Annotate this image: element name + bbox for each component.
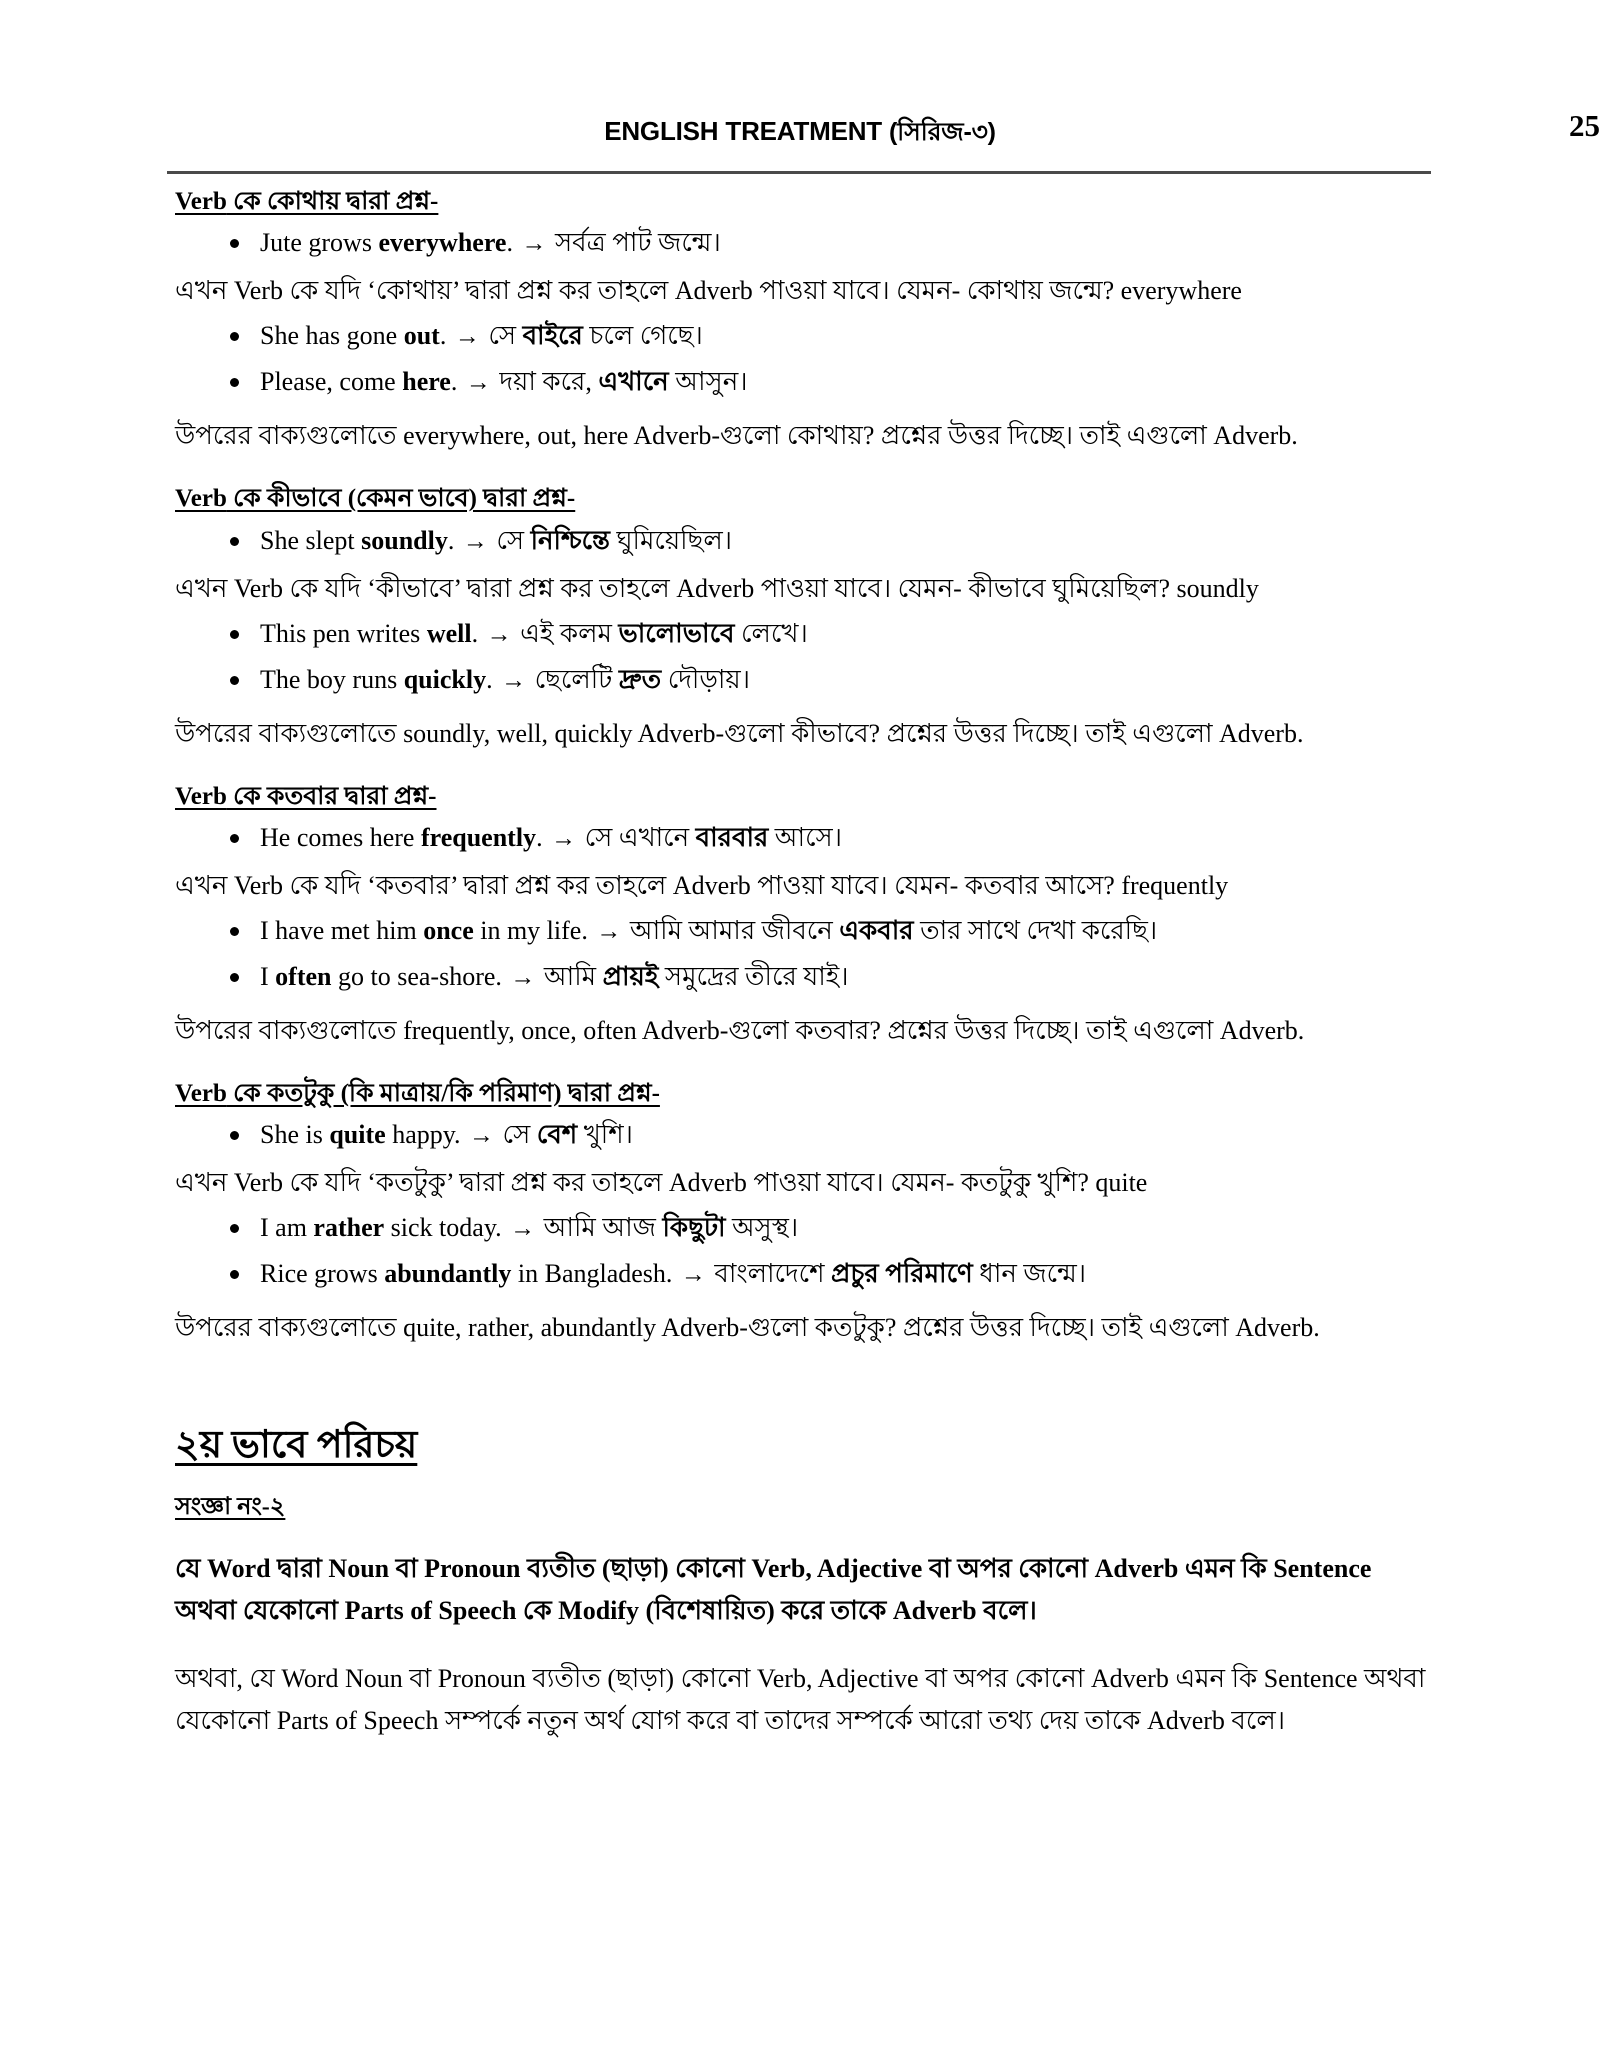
summary-text: উপরের বাক্যগুলোতে frequently, once, often Adverb-গুলো কতবার? প্রশ্নের উত্তর দিচ্ছে। তাই এগুলো Adverb. [175, 1015, 1305, 1045]
page-number: 25 [1569, 108, 1600, 143]
translation-prefix: বাংলাদেশে [707, 1259, 831, 1288]
example-list-3b [175, 911, 1430, 997]
adverb-word: rather [313, 1213, 385, 1242]
translation-suffix: দৌড়ায়। [661, 664, 751, 694]
list-item [175, 957, 1430, 997]
example-list-2b [175, 614, 1430, 700]
adverb-word: out [403, 321, 440, 351]
sentence-prefix: Rice grows [260, 1259, 385, 1288]
arrow-icon: → [486, 620, 512, 648]
translation-prefix: সর্বত্র পাট জন্মে। [548, 228, 721, 258]
translation-prefix: ছেলেটি [528, 664, 619, 694]
arrow-icon: → [454, 323, 480, 351]
section-heading [175, 483, 575, 514]
sentence-suffix: . [471, 618, 479, 648]
arrow-icon: → [510, 963, 536, 991]
explanation-text: এখন Verb কে যদি ‘কতটুকু’ দ্বারা প্রশ্ন কর তাহলে Adverb পাওয়া যাবে। যেমন- কতটুকু খুশি? quite [175, 1168, 1148, 1197]
translation-bold: নিশ্চিন্তে [530, 525, 610, 555]
sentence-suffix: . [486, 664, 493, 694]
section-heading [175, 781, 437, 812]
adverb-word: once [423, 915, 474, 945]
section-heading [175, 1078, 660, 1109]
list-item [175, 316, 1430, 356]
sentence-suffix: go to sea-shore. [331, 961, 502, 991]
translation-suffix: লেখে। [734, 618, 808, 648]
header-title-bengali: (সিরিজ-৩) [889, 118, 996, 146]
sentence-prefix: I have met him [260, 915, 424, 945]
second-definition-part [175, 1375, 1430, 1742]
sentence-suffix: in Bangladesh. [511, 1259, 673, 1288]
sentence-prefix: Jute grows [260, 228, 379, 258]
section-heading-en: Verb [175, 782, 227, 810]
example-list-1b [175, 316, 1430, 402]
arrow-icon: → [465, 369, 491, 397]
sentence-suffix: . [506, 228, 513, 258]
translation-prefix: আমি আজ [537, 1213, 663, 1242]
sub-heading-wrap [175, 1470, 1430, 1523]
section-how-much [175, 1078, 1430, 1347]
adverb-word: frequently [420, 822, 537, 852]
translation-prefix: সে এখানে [578, 822, 696, 852]
header-divider-rule [167, 171, 1431, 174]
translation-suffix: চলে গেছে। [582, 321, 703, 351]
adverb-word: well [426, 618, 472, 648]
adverb-word: quite [329, 1120, 386, 1149]
example-list-4 [175, 1115, 1430, 1155]
sentence-suffix: happy. [385, 1120, 461, 1149]
section-heading-bn: কে কতবার দ্বারা প্রশ্ন- [226, 782, 437, 810]
definition-primary: যে Word দ্বারা Noun বা Pronoun ব্যতীত (ছাড়া) কোনো Verb, Adjective বা অপর কোনো Adverb এমন কি Sentence অথবা যেকোনো Parts of Speech কে Modify (বিশেষায়িত) করে তাকে Adverb বলে। [175, 1553, 1372, 1625]
example-list-1 [175, 223, 1430, 263]
section-heading-bn: কে কোথায় দ্বারা প্রশ্ন- [226, 188, 439, 215]
adverb-word: quickly [403, 664, 487, 694]
sentence-prefix: He comes here [260, 822, 421, 852]
translation-prefix: সে [489, 525, 531, 555]
big-heading-wrap [175, 1375, 1430, 1470]
translation-prefix: সে [481, 321, 523, 351]
adverb-word: abundantly [384, 1259, 512, 1288]
translation-bold: ভালোভাবে [618, 618, 735, 648]
definition-alternate: অথবা, যে Word Noun বা Pronoun ব্যতীত (ছাড়া) কোনো Verb, Adjective বা অপর কোনো Adverb এমন কি Sentence অথবা যেকোনো Parts of Speech সম্পর্কে নতুন অর্থ যোগ করে বা তাদের সম্পর্কে আরো তথ্য দেয় তাকে Adverb বলে। [175, 1663, 1426, 1735]
arrow-icon: → [551, 824, 577, 852]
arrow-icon: → [501, 666, 527, 694]
explanation-text: এখন Verb কে যদি ‘কোথায়’ দ্বারা প্রশ্ন কর তাহলে Adverb পাওয়া যাবে। যেমন- কোথায় জন্মে? everywhere [175, 276, 1242, 306]
sentence-suffix: sick today. [384, 1213, 502, 1242]
translation-suffix: ঘুমিয়েছিল। [609, 525, 733, 555]
sentence-suffix: . [536, 822, 543, 852]
section-how-often [175, 781, 1430, 1050]
list-item [175, 362, 1430, 402]
section-heading-bn: কে কতটুকু (কি মাত্রায়/কি পরিমাণ) দ্বারা প্রশ্ন- [226, 1079, 660, 1107]
list-item [175, 1208, 1430, 1248]
example-list-2 [175, 521, 1430, 561]
translation-prefix: সে [496, 1120, 537, 1149]
summary-text: উপরের বাক্যগুলোতে everywhere, out, here Adverb-গুলো কোথায়? প্রশ্নের উত্তর দিচ্ছে। তাই এগুলো Adverb. [175, 421, 1298, 451]
list-item [175, 1115, 1430, 1155]
section-heading-en: Verb [175, 188, 227, 215]
section-heading-wrap [175, 1078, 1430, 1109]
sentence-prefix: This pen writes [260, 618, 427, 648]
page-header-title [0, 118, 1600, 145]
list-item [175, 911, 1430, 951]
translation-prefix: আমি আমার জীবনে [623, 915, 840, 945]
sentence-suffix: . [447, 525, 455, 555]
section-how [175, 483, 1430, 752]
translation-suffix: আসুন। [668, 367, 748, 397]
section-heading-en: Verb [175, 485, 227, 513]
translation-suffix: খুশি। [577, 1120, 633, 1149]
section-heading-en: Verb [175, 1079, 227, 1107]
section-heading-bn: কে কীভাবে (কেমন ভাবে) দ্বারা প্রশ্ন- [226, 485, 576, 513]
list-item [175, 223, 1430, 263]
section-heading-wrap [175, 186, 1430, 217]
example-list-4b [175, 1208, 1430, 1294]
adverb-word: here [402, 367, 451, 397]
translation-bold: বেশ [536, 1120, 578, 1149]
sentence-suffix: . [450, 367, 458, 397]
sentence-suffix: . [439, 321, 447, 351]
arrow-icon: → [462, 527, 488, 555]
translation-prefix: দয়া করে, [492, 367, 599, 397]
translation-bold: প্রায়ই [602, 961, 659, 991]
list-item [175, 614, 1430, 654]
translation-suffix: অসুস্থ। [725, 1213, 799, 1242]
translation-bold: কিছুটা [662, 1213, 726, 1242]
list-item [175, 1254, 1430, 1294]
summary-text: উপরের বাক্যগুলোতে quite, rather, abundantly Adverb-গুলো কতটুকু? প্রশ্নের উত্তর দিচ্ছে। তাই এগুলো Adverb. [175, 1313, 1320, 1342]
list-item [175, 818, 1430, 858]
section-heading [175, 186, 438, 217]
translation-suffix: তার সাথে দেখা করেছি। [913, 915, 1158, 945]
translation-bold: বারবার [695, 822, 769, 852]
sentence-prefix: I am [260, 1213, 314, 1242]
part-heading: ২য় ভাবে পরিচয় [175, 1424, 418, 1466]
arrow-icon: → [469, 1122, 495, 1149]
sentence-prefix: She has gone [260, 321, 404, 351]
header-title-english: ENGLISH TREATMENT [604, 116, 882, 146]
translation-bold: প্রচুর পরিমাণে [830, 1259, 973, 1288]
sentence-prefix: She is [260, 1120, 330, 1149]
arrow-icon: → [680, 1261, 706, 1288]
definition-number-heading: সংজ্ঞা নং-২ [175, 1494, 286, 1521]
explanation-text: এখন Verb কে যদি ‘কীভাবে’ দ্বারা প্রশ্ন কর তাহলে Adverb পাওয়া যাবে। যেমন- কীভাবে ঘুমিয়েছিল? soundly [175, 573, 1259, 603]
explanation-text: এখন Verb কে যদি ‘কতবার’ দ্বারা প্রশ্ন কর তাহলে Adverb পাওয়া যাবে। যেমন- কতবার আসে? frequently [175, 870, 1229, 900]
list-item [175, 660, 1430, 700]
sentence-prefix: I [260, 961, 276, 991]
adverb-word: often [275, 961, 332, 991]
example-list-3 [175, 818, 1430, 858]
translation-suffix: সমুদ্রের তীরে যাই। [658, 961, 849, 991]
translation-bold: একবার [839, 915, 914, 945]
translation-prefix: আমি [537, 961, 603, 991]
sentence-suffix: in my life. [473, 915, 588, 945]
translation-bold: দ্রুত [618, 664, 662, 694]
adverb-word: everywhere [378, 228, 507, 258]
arrow-icon: → [521, 230, 547, 258]
section-heading-wrap [175, 781, 1430, 812]
sentence-prefix: The boy runs [260, 664, 404, 694]
list-item [175, 521, 1430, 561]
translation-prefix: এই কলম [513, 618, 619, 648]
section-where [175, 186, 1430, 455]
translation-suffix: আসে। [768, 822, 843, 852]
section-heading-wrap [175, 483, 1430, 514]
arrow-icon: → [510, 1215, 536, 1242]
translation-bold: এখানে [598, 367, 669, 397]
summary-text: উপরের বাক্যগুলোতে soundly, well, quickly Adverb-গুলো কীভাবে? প্রশ্নের উত্তর দিচ্ছে। তাই এগুলো Adverb. [175, 718, 1304, 748]
translation-bold: বাইরে [522, 321, 583, 351]
arrow-icon: → [596, 917, 622, 945]
adverb-word: soundly [361, 525, 448, 555]
document-content [175, 186, 1430, 1742]
translation-suffix: ধান জন্মে। [972, 1259, 1087, 1288]
sentence-prefix: Please, come [260, 367, 403, 397]
sentence-prefix: She slept [260, 525, 362, 555]
